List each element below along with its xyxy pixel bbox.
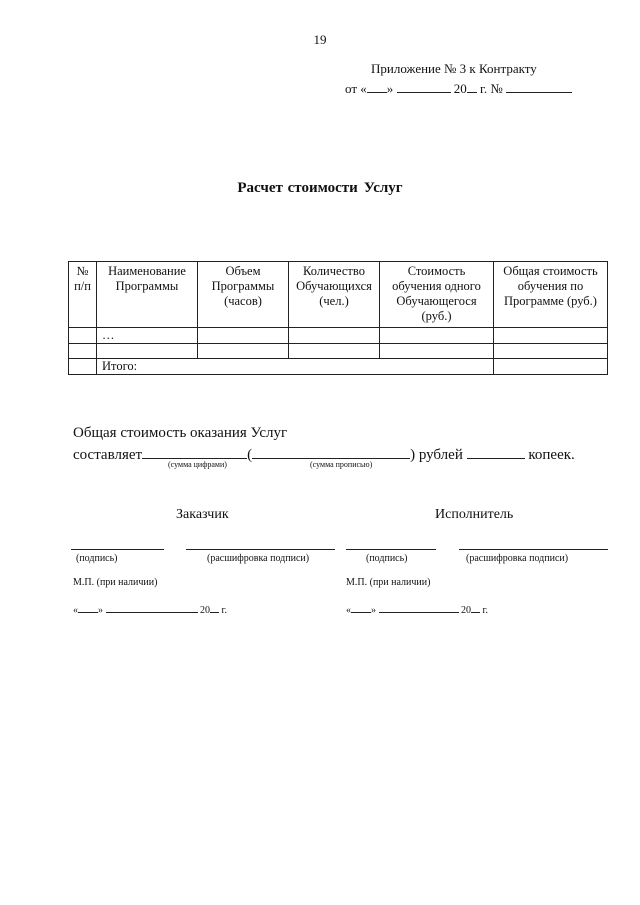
cell[interactable]	[494, 344, 608, 359]
title-part-1: Расчет стоимости	[237, 180, 358, 196]
cell[interactable]	[198, 328, 289, 344]
cell	[69, 359, 97, 375]
contract-reference	[345, 78, 572, 97]
total-label: Итого:	[97, 359, 494, 375]
composes-label: составляет	[73, 447, 143, 463]
table-row	[69, 344, 608, 359]
customer-year-blank[interactable]	[210, 602, 219, 613]
header-cell-students-count: Количество Обучающихся (чел.)	[289, 262, 380, 328]
header-cell-number: № п/п	[69, 262, 97, 328]
date-year-suffix: г.	[219, 605, 227, 616]
total-value-cell[interactable]	[494, 359, 608, 375]
kopecks-blank[interactable]	[467, 444, 525, 459]
page-number: 19	[313, 32, 327, 47]
contract-month-blank[interactable]	[397, 78, 451, 93]
sum-words-blank[interactable]	[252, 444, 410, 459]
contract-number-blank[interactable]	[506, 78, 572, 93]
customer-day-blank[interactable]	[78, 602, 98, 613]
executor-month-blank[interactable]	[379, 602, 459, 613]
cell[interactable]	[69, 344, 97, 359]
table-total-row	[69, 359, 608, 375]
executor-decode-line[interactable]	[459, 549, 608, 550]
executor-stamp-label: М.П. (при наличии)	[346, 577, 431, 588]
customer-heading: Заказчик	[176, 507, 229, 522]
contract-from-label: от «	[345, 81, 367, 96]
hint-sum-digits: (сумма цифрами)	[168, 460, 227, 469]
executor-day-blank[interactable]	[351, 602, 371, 613]
date-year: 20	[461, 605, 471, 616]
header-cell-program-name: Наименование Программы	[97, 262, 198, 328]
header-cell-cost-per-student: Стоимость обучения одного Обучающегося (руб.)	[380, 262, 494, 328]
executor-decode-label: (расшифровка подписи)	[466, 553, 569, 564]
cell[interactable]	[380, 344, 494, 359]
rubles-label: ) рублей	[410, 447, 463, 463]
header-cell-total-cost: Общая стоимость обучения по Программе (руб.)	[494, 262, 608, 328]
cell[interactable]	[97, 344, 198, 359]
title-part-2: Услуг	[363, 180, 403, 196]
executor-signature-line[interactable]	[346, 549, 436, 550]
hint-sum-words: (сумма прописью)	[310, 460, 373, 469]
contract-close-quote: »	[386, 81, 394, 96]
total-cost-statement: Общая стоимость оказания Услуг	[73, 425, 288, 441]
cell[interactable]	[494, 328, 608, 344]
date-close-quote: »	[98, 605, 103, 616]
date-open-quote: «	[346, 605, 351, 616]
contract-year-blank[interactable]	[467, 78, 477, 93]
open-paren: (	[247, 447, 253, 463]
executor-date	[346, 602, 488, 616]
executor-signature-label: (подпись)	[366, 553, 408, 564]
customer-signature-label: (подпись)	[76, 553, 118, 564]
executor-year-blank[interactable]	[471, 602, 480, 613]
customer-stamp-label: М.П. (при наличии)	[73, 577, 158, 588]
cell[interactable]	[380, 328, 494, 344]
customer-decode-line[interactable]	[186, 549, 335, 550]
contract-day-blank[interactable]	[367, 78, 387, 93]
contract-number-label: г. №	[476, 81, 503, 96]
cell[interactable]	[198, 344, 289, 359]
cell[interactable]	[69, 328, 97, 344]
customer-month-blank[interactable]	[106, 602, 198, 613]
appendix-heading: Приложение № 3 к Контракту	[371, 61, 537, 76]
date-close-quote: »	[371, 605, 376, 616]
cell-ellipsis[interactable]: …	[97, 328, 198, 344]
cost-table	[68, 261, 608, 375]
customer-signature-line[interactable]	[71, 549, 164, 550]
executor-heading: Исполнитель	[435, 507, 514, 522]
customer-date	[73, 602, 227, 616]
table-row	[69, 328, 608, 344]
table-header-row	[69, 262, 608, 328]
document-title	[0, 180, 640, 197]
header-cell-program-volume: Объем Программы (часов)	[198, 262, 289, 328]
kopecks-label: копеек.	[528, 447, 575, 463]
date-open-quote: «	[73, 605, 78, 616]
date-year-suffix: г.	[480, 605, 488, 616]
contract-year: 20	[453, 81, 467, 96]
customer-decode-label: (расшифровка подписи)	[207, 553, 310, 564]
date-year: 20	[200, 605, 210, 616]
sum-digits-blank[interactable]	[142, 444, 247, 459]
cell[interactable]	[289, 328, 380, 344]
cell[interactable]	[289, 344, 380, 359]
